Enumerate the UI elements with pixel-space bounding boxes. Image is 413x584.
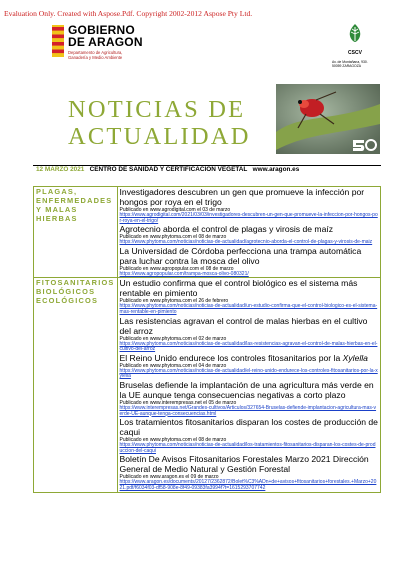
cscv-logo: [330, 22, 380, 68]
cscv-address: Av. de Montañana, 930. 50059 ZARAGOZA: [332, 60, 368, 69]
news-item: [120, 278, 378, 315]
bulletin-date: 12 MARZO 2021: [36, 166, 85, 173]
news-headline: Los tratamientos fitosanitarios disparan los costes de producción de caqui: [119, 417, 378, 438]
header-bar: [36, 166, 299, 173]
news-item: [120, 246, 378, 278]
news-source: Publicado en www.phytoma.com el 26 de febrero: [119, 298, 229, 305]
news-source: Publicado en www.phytoma.com el 02 de marzo: [119, 335, 227, 342]
news-source: Publicado en www.interempresas.net el 05 de marzo: [119, 399, 237, 406]
news-link[interactable]: https://www.phytoma.com/noticias/noticias-de-actualidad/las-resistencias-agravan-el-control-de-malas-hierbas-en-el-cultivo-del-arroz: [119, 340, 378, 353]
news-headline: Un estudio confirma que el control biológico es el sistema más rentable en pimiento: [119, 278, 358, 299]
news-item: [120, 353, 378, 380]
news-item: [120, 187, 378, 224]
cscv-acronym: CSCV: [348, 50, 362, 56]
section-items: [117, 187, 380, 278]
news-headline: Investigadores descubren un gen que promueve la infección por hongos por roya en el trigo: [119, 187, 365, 207]
news-link[interactable]: https://www.phytoma.com/noticias/noticias-de-actualidad/agrotecnio-aborda-el-control-de-plagas-y-virosis-de-maiz: [119, 239, 373, 246]
evaluation-watermark: Evaluation Only. Created with Aspose.Pdf. Copyright 2002-2012 Aspose Pty Ltd.: [4, 9, 253, 18]
insect-photo: [276, 84, 380, 154]
news-headline: Boletín De Avisos Fitosanitarios Forestales Marzo 2021 Dirección General de Medio Natural y Gestión Forestal: [119, 454, 369, 475]
news-link[interactable]: https://www.agrodigital.com/2021/03/03/investigadores-descubren-un-gen-que-promueve-la-infeccion-por-hongos-por-roya-en-el-trigo/: [119, 212, 378, 224]
news-headline: La Universidad de Córdoba perfecciona una trampa automática para luchar contra la mosca del olivo: [119, 245, 362, 266]
aragon-flag-icon: [52, 25, 64, 57]
page-title: NOTICIAS DE ACTUALIDAD: [68, 96, 251, 150]
center-name: CENTRO DE SANIDAD Y CERTIFICACIÓN VEGETAL: [89, 166, 248, 173]
gobierno-aragon-logo: [52, 25, 182, 65]
news-headline: Bruselas defiende la implantación de una agricultura más verde en la UE aunque tenga consecuencias negativas a corto plazo: [119, 379, 374, 400]
cscv-seal-icon: [344, 22, 366, 44]
news-source: Publicado en www.phytoma.com el 04 de marzo: [119, 362, 227, 369]
news-headline: El Reino Unido endurece los controles fitosanitarios por la Xylella: [119, 352, 368, 363]
section-row: [34, 187, 381, 278]
news-link[interactable]: https://www.agropopular.com/trampa-mosca-olivo-080321/: [119, 270, 249, 277]
gobierno-name: GOBIERNO DE ARAGON: [68, 23, 143, 49]
news-link[interactable]: https://www.interempresas.net/Grandes-cultivos/Articulos/327654-Bruselas-defiende-implantacion-agricultura-mas-verde-UE-aunque-tenga-consecuencias.html: [119, 404, 377, 417]
news-source: Publicado en www.phytoma.com el 08 de marzo: [119, 437, 227, 444]
news-link[interactable]: https://www.phytoma.com/noticias/noticias-de-actualidad/el-reino-unido-endurece-los-controles-fitosanitarios-por-la-xylella: [119, 367, 378, 380]
news-item: [120, 380, 378, 417]
news-link[interactable]: https://www.phytoma.com/noticias/noticias-de-actualidad/un-estudio-confirma-que-el-control-biologico-es-el-sistema-mas-rentable-en-pimiento: [119, 303, 378, 315]
news-item: [120, 224, 378, 246]
news-item: [120, 454, 378, 491]
news-link[interactable]: https://www.aragon.es/documents/20127/2362872/Bolet%C3%ADn+de+avisos+fitosanitarios+forestales.+Marzo+2021.pdf/f6034f03-df58-908e-8f49-09383fa3994f?t=1615293707742: [119, 479, 377, 491]
species-name: Xylella: [342, 352, 368, 363]
news-source: Publicado en www.agropopular.com el 08 de marzo: [119, 265, 234, 272]
section-category: PLAGAS, ENFERMEDADES Y MALAS HIERBAS: [34, 187, 118, 278]
section-items: [117, 278, 380, 492]
section-row: [34, 278, 381, 492]
news-item: [120, 316, 378, 353]
news-headline: Las resistencias agravan el control de malas hierbas en el cultivo del arroz: [119, 315, 368, 336]
news-link[interactable]: https://www.phytoma.com/noticias/noticias-de-actualidad/los-tratamientos-fitosanitarios-disparan-los-costes-de-produccion-del-caqui: [119, 442, 376, 454]
section-category: FITOSANITARIOS BIOLÓGICOS ECOLÓGICOS: [34, 278, 118, 492]
news-item: [120, 417, 378, 454]
news-table: [33, 186, 381, 493]
news-source: Publicado en www.aragon.es el 09 de marzo: [119, 474, 219, 481]
website[interactable]: www.aragon.es: [252, 166, 300, 173]
news-source: Publicado en www.agrodigital.com el 03 de marzo: [119, 207, 231, 213]
department-name: Departamento de Agricultura, Ganadería y Medio Ambiente: [68, 50, 123, 60]
news-source: Publicado en www.phytoma.com el 08 de marzo: [119, 234, 227, 241]
news-headline: Agrotecnio aborda el control de plagas y virosis de maíz: [119, 224, 334, 235]
